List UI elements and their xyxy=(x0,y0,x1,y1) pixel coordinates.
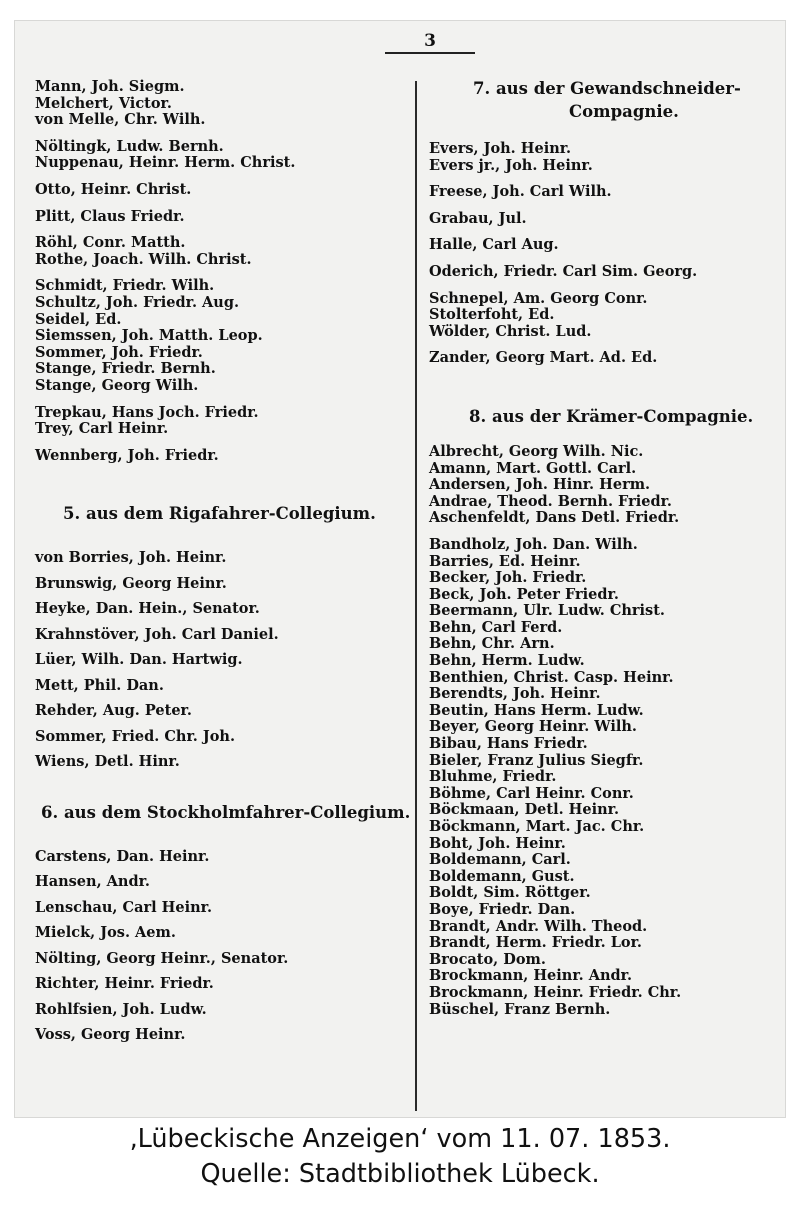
name-group xyxy=(35,405,405,438)
name-entry: Sommer, Fried. Chr. Joh. xyxy=(35,727,235,745)
name-group xyxy=(35,139,405,172)
name-entry: Oderich, Friedr. Carl Sim. Georg. xyxy=(429,262,698,280)
section-7-title-line1: 7. aus der Gewandschneider- xyxy=(473,79,741,98)
name-entry: Bieler, Franz Julius Siegfr. xyxy=(429,751,644,769)
name-entry: Lenschau, Carl Heinr. xyxy=(35,898,212,916)
caption-line-1: ‚Lübeckische Anzeigen‘ vom 11. 07. 1853. xyxy=(129,1124,671,1154)
caption-line-2: Quelle: Stadtbibliothek Lübeck. xyxy=(200,1159,600,1189)
name-entry: Bandholz, Joh. Dan. Wilh. xyxy=(429,535,638,553)
name-group xyxy=(429,444,779,527)
name-entry: Boldemann, Gust. xyxy=(429,867,575,885)
name-entry: Zander, Georg Mart. Ad. Ed. xyxy=(429,349,658,367)
name-entry: Rehder, Aug. Peter. xyxy=(35,702,192,720)
name-entry: Schultz, Joh. Friedr. Aug. xyxy=(35,293,240,311)
name-entry: Nuppenau, Heinr. Herm. Christ. xyxy=(35,154,296,172)
name-group xyxy=(429,350,779,367)
name-entry: Boldt, Sim. Röttger. xyxy=(429,884,591,902)
name-group xyxy=(35,448,405,465)
name-entry: Voss, Georg Heinr. xyxy=(35,1026,186,1044)
name-entry: Becker, Joh. Friedr. xyxy=(429,569,587,587)
name-entry: Mann, Joh. Siegm. xyxy=(35,78,185,95)
name-entry: Beermann, Ulr. Ludw. Christ. xyxy=(429,602,665,620)
image-caption xyxy=(0,1122,800,1192)
name-entry: Aschenfeldt, Dans Detl. Friedr. xyxy=(429,509,680,527)
name-entry: Brockmann, Heinr. Friedr. Chr. xyxy=(429,983,682,1001)
name-entry: Behn, Carl Ferd. xyxy=(429,618,563,636)
name-entry: Behn, Chr. Arn. xyxy=(429,635,555,653)
name-entry: Nöltingk, Ludw. Bernh. xyxy=(35,137,224,155)
name-entry: Böckmann, Mart. Jac. Chr. xyxy=(429,818,645,835)
name-entry: Krahnstöver, Joh. Carl Daniel. xyxy=(35,625,279,643)
name-entry: Boht, Joh. Heinr. xyxy=(429,834,566,852)
name-entry: Sommer, Joh. Friedr. xyxy=(35,343,203,361)
name-entry: Böhme, Carl Heinr. Conr. xyxy=(429,784,634,802)
name-entry: Boye, Friedr. Dan. xyxy=(429,900,576,918)
name-entry: Brockmann, Heinr. Andr. xyxy=(429,967,633,985)
name-entry: von Borries, Joh. Heinr. xyxy=(35,549,227,567)
name-entry: Richter, Heinr. Friedr. xyxy=(35,975,214,993)
name-entry: von Melle, Chr. Wilh. xyxy=(35,111,206,129)
name-entry: Evers jr., Joh. Heinr. xyxy=(429,156,593,174)
section-5-list xyxy=(35,545,405,775)
name-entry: Benthien, Christ. Casp. Heinr. xyxy=(429,668,674,686)
name-entry: Andersen, Joh. Hinr. Herm. xyxy=(429,476,651,494)
name-entry: Lüer, Wilh. Dan. Hartwig. xyxy=(35,651,243,669)
section-8-list xyxy=(429,444,779,1018)
name-entry: Beck, Joh. Peter Friedr. xyxy=(429,585,619,603)
name-group xyxy=(429,141,779,174)
name-entry: Bibau, Hans Friedr. xyxy=(429,735,588,753)
name-entry: Hansen, Andr. xyxy=(35,873,150,891)
name-entry: Bluhme, Friedr. xyxy=(429,768,557,786)
name-group xyxy=(35,209,405,226)
column-divider xyxy=(415,81,417,1111)
section-5-title: 5. aus dem Rigafahrer-Collegium. xyxy=(63,504,376,524)
name-entry: Mett, Phil. Dan. xyxy=(35,676,164,694)
name-entry: Amann, Mart. Gottl. Carl. xyxy=(429,459,637,477)
name-entry: Brunswig, Georg Heinr. xyxy=(35,574,227,592)
name-entry: Nölting, Georg Heinr., Senator. xyxy=(35,949,289,967)
name-group xyxy=(429,237,779,254)
name-entry: Mielck, Jos. Aem. xyxy=(35,924,176,942)
name-group xyxy=(429,211,779,228)
name-group xyxy=(35,235,405,268)
section-7-list xyxy=(429,141,779,367)
name-entry: Büschel, Franz Bernh. xyxy=(429,1000,611,1018)
section-8-title: 8. aus der Krämer-Compagnie. xyxy=(469,406,754,426)
name-group xyxy=(429,264,779,281)
section-6-list xyxy=(35,844,405,1048)
name-entry: Schnepel, Am. Georg Conr. xyxy=(429,289,648,307)
name-group xyxy=(429,291,779,341)
name-entry: Wiens, Detl. Hinr. xyxy=(35,753,180,771)
name-entry: Freese, Joh. Carl Wilh. xyxy=(429,183,612,201)
section-6-title: 6. aus dem Stockholmfahrer-Collegium. xyxy=(41,802,411,822)
name-group xyxy=(429,537,779,1018)
name-group xyxy=(429,184,779,201)
name-entry: Siemssen, Joh. Matth. Leop. xyxy=(35,327,263,345)
name-entry: Carstens, Dan. Heinr. xyxy=(35,847,210,865)
name-entry: Boldemann, Carl. xyxy=(429,851,571,869)
name-entry: Plitt, Claus Friedr. xyxy=(35,207,185,225)
name-entry: Trepkau, Hans Joch. Friedr. xyxy=(35,403,259,421)
name-entry: Beutin, Hans Herm. Ludw. xyxy=(429,701,644,719)
name-group xyxy=(35,278,405,394)
name-entry: Böckmaan, Detl. Heinr. xyxy=(429,801,620,819)
name-entry: Schmidt, Friedr. Wilh. xyxy=(35,277,215,295)
name-entry: Seidel, Ed. xyxy=(35,310,122,328)
name-entry: Trey, Carl Heinr. xyxy=(35,420,169,438)
name-entry: Rothe, Joach. Wilh. Christ. xyxy=(35,250,252,268)
name-entry: Grabau, Jul. xyxy=(429,209,527,227)
name-entry: Stange, Friedr. Bernh. xyxy=(35,360,216,378)
name-entry: Berendts, Joh. Heinr. xyxy=(429,685,601,703)
newspaper-page xyxy=(14,20,786,1118)
name-entry: Wölder, Christ. Lud. xyxy=(429,322,592,340)
name-entry: Röhl, Conr. Matth. xyxy=(35,234,186,252)
name-entry: Heyke, Dan. Hein., Senator. xyxy=(35,600,260,618)
name-entry: Wennberg, Joh. Friedr. xyxy=(35,446,219,464)
name-entry: Rohlfsien, Joh. Ludw. xyxy=(35,1000,207,1018)
name-entry: Halle, Carl Aug. xyxy=(429,236,559,254)
name-entry: Melchert, Victor. xyxy=(35,94,172,112)
name-entry: Brocato, Dom. xyxy=(429,950,546,968)
name-entry: Otto, Heinr. Christ. xyxy=(35,180,192,198)
left-column xyxy=(35,78,411,1048)
right-column xyxy=(429,79,779,1028)
name-entry: Brandt, Herm. Friedr. Lor. xyxy=(429,934,642,952)
name-entry: Stange, Georg Wilh. xyxy=(35,376,199,394)
name-entry: Stolterfoht, Ed. xyxy=(429,306,555,324)
section-7-title-line2: Compagnie. xyxy=(569,102,679,121)
name-entry: Albrecht, Georg Wilh. Nic. xyxy=(429,442,644,460)
name-entry: Brandt, Andr. Wilh. Theod. xyxy=(429,917,648,935)
name-entry: Beyer, Georg Heinr. Wilh. xyxy=(429,718,637,736)
name-entry: Andrae, Theod. Bernh. Friedr. xyxy=(429,492,672,510)
page-number: 3 xyxy=(385,31,475,54)
name-entry: Evers, Joh. Heinr. xyxy=(429,140,572,157)
name-group xyxy=(35,79,405,129)
left-top-groups xyxy=(35,79,405,464)
name-entry: Behn, Herm. Ludw. xyxy=(429,652,585,670)
name-group xyxy=(35,182,405,199)
name-entry: Barries, Ed. Heinr. xyxy=(429,552,581,570)
